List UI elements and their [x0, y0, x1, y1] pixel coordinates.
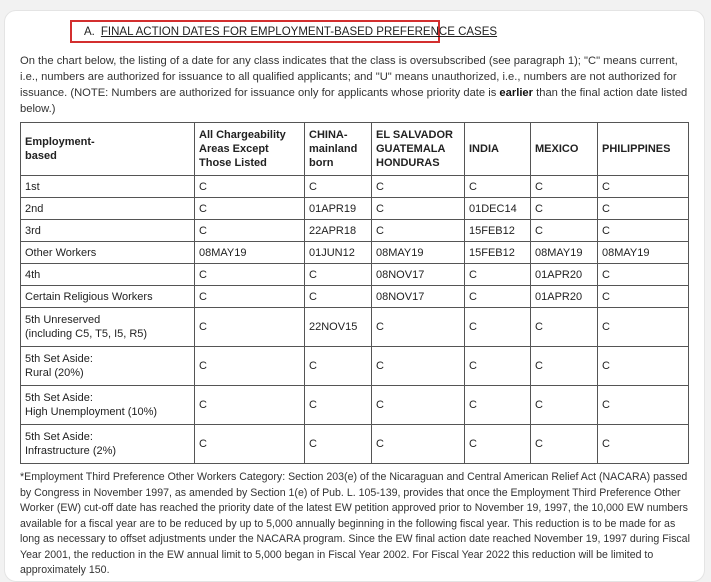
table-cell: C: [372, 308, 465, 347]
table-cell: C: [598, 308, 689, 347]
table-cell: C: [195, 386, 305, 425]
table-cell: C: [305, 264, 372, 286]
table-cell: C: [305, 386, 372, 425]
table-cell: C: [305, 286, 372, 308]
column-header: [372, 123, 465, 176]
row-label: [21, 264, 195, 286]
row-label: [21, 386, 195, 425]
table-row: [21, 198, 689, 220]
intro-emphasis: earlier: [499, 87, 534, 99]
table-row: [21, 386, 689, 425]
table-cell: C: [598, 198, 689, 220]
table-cell: C: [531, 308, 598, 347]
column-header-line: mainland: [309, 143, 358, 155]
column-header-line: HONDURAS: [376, 157, 440, 169]
row-label-line: 5th Set Aside:: [25, 392, 93, 404]
intro-text-start: On the chart below, the listing of a date for any class indicates that the class is oversubscribed (see paragraph 1); "C" means current, i.e., numbers are authorized for issuance to all qualified applicants; and "U" means unauthorized, i.e., numbers are not authorized for issuance. (NOTE: Numbers are authorized for issuance only for applicants whose priority date is: [20, 55, 678, 99]
row-label: [21, 308, 195, 347]
table-cell: 01DEC14: [465, 198, 531, 220]
table-cell: C: [598, 347, 689, 386]
table-cell: C: [195, 308, 305, 347]
column-header-line: Areas Except: [199, 143, 269, 155]
table-cell: C: [195, 176, 305, 198]
table-cell: 22APR18: [305, 220, 372, 242]
column-header: [531, 123, 598, 176]
table-row: [21, 242, 689, 264]
column-header-line: INDIA: [469, 143, 499, 155]
table-row: [21, 286, 689, 308]
table-cell: 15FEB12: [465, 242, 531, 264]
final-action-dates-table: [20, 122, 689, 464]
row-label-line: High Unemployment (10%): [25, 406, 158, 418]
column-header-line: CHINA-: [309, 129, 348, 141]
table-cell: C: [465, 347, 531, 386]
column-header: [598, 123, 689, 176]
row-label: [21, 286, 195, 308]
table-cell: C: [305, 176, 372, 198]
table-row: [21, 264, 689, 286]
table-row: [21, 347, 689, 386]
table-row: [21, 220, 689, 242]
table-cell: C: [195, 347, 305, 386]
table-cell: C: [372, 198, 465, 220]
row-label-line: Other Workers: [25, 246, 97, 259]
row-label-line: 5th Set Aside:: [25, 431, 93, 443]
section-prefix: A.: [84, 25, 95, 38]
column-header: [195, 123, 305, 176]
table-cell: C: [195, 220, 305, 242]
row-label: [21, 198, 195, 220]
row-label-line: 5th Unreserved: [25, 314, 101, 326]
table-cell: C: [195, 264, 305, 286]
column-header: [21, 123, 195, 176]
table-cell: 01APR20: [531, 286, 598, 308]
table-cell: C: [531, 347, 598, 386]
table-cell: C: [372, 386, 465, 425]
table-cell: C: [465, 425, 531, 464]
table-cell: 08NOV17: [372, 286, 465, 308]
column-header-line: Those Listed: [199, 157, 267, 169]
row-label-line: 5th Set Aside:: [25, 353, 93, 365]
column-header-line: Employment-: [25, 136, 95, 148]
row-label-line: Certain Religious Workers: [25, 290, 153, 303]
table-cell: C: [598, 286, 689, 308]
table-cell: 01JUN12: [305, 242, 372, 264]
table-cell: C: [598, 425, 689, 464]
column-header: [465, 123, 531, 176]
table-cell: 15FEB12: [465, 220, 531, 242]
table-cell: C: [598, 176, 689, 198]
row-label: [21, 176, 195, 198]
column-header-line: EL SALVADOR: [376, 129, 454, 141]
column-header-line: GUATEMALA: [376, 143, 446, 155]
row-label-line: 3rd: [25, 224, 41, 237]
table-cell: 08MAY19: [531, 242, 598, 264]
row-label-line: (including C5, T5, I5, R5): [25, 328, 148, 340]
table-cell: C: [531, 425, 598, 464]
table-cell: 08NOV17: [372, 264, 465, 286]
column-header-line: MEXICO: [535, 143, 579, 155]
content-card: [4, 10, 705, 582]
column-header-line: All Chargeability: [199, 129, 286, 141]
column-header-line: PHILIPPINES: [602, 143, 671, 155]
section-title: FINAL ACTION DATES FOR EMPLOYMENT-BASED PREFERENCE CASES: [100, 25, 498, 38]
table-cell: C: [465, 176, 531, 198]
table-header-row: [21, 123, 689, 176]
intro-paragraph: [20, 53, 696, 117]
table-cell: C: [531, 198, 598, 220]
section-heading: [70, 20, 498, 43]
table-cell: 01APR20: [531, 264, 598, 286]
table-cell: C: [305, 425, 372, 464]
table-cell: C: [598, 386, 689, 425]
table-cell: 08MAY19: [598, 242, 689, 264]
row-label-line: Rural (20%): [25, 367, 84, 379]
row-label-line: 2nd: [25, 202, 44, 215]
table-row: [21, 176, 689, 198]
table-cell: C: [195, 425, 305, 464]
table-cell: C: [372, 220, 465, 242]
table-cell: C: [531, 176, 598, 198]
intro-text-end: than the final action date listed below.): [20, 87, 688, 115]
row-label: [21, 220, 195, 242]
row-label-line: 1st: [25, 180, 40, 193]
table-cell: C: [305, 347, 372, 386]
row-label-line: 4th: [25, 268, 41, 281]
table-cell: C: [598, 264, 689, 286]
table-cell: C: [372, 176, 465, 198]
table-cell: C: [531, 386, 598, 425]
table-row: [21, 425, 689, 464]
table-cell: C: [372, 425, 465, 464]
column-header-line: based: [25, 150, 57, 162]
table-row: [21, 308, 689, 347]
table-cell: C: [372, 347, 465, 386]
table-cell: C: [465, 264, 531, 286]
column-header: [305, 123, 372, 176]
table-cell: C: [465, 386, 531, 425]
table-cell: C: [598, 220, 689, 242]
table-cell: C: [465, 308, 531, 347]
row-label: [21, 242, 195, 264]
table-cell: 01APR19: [305, 198, 372, 220]
table-cell: 08MAY19: [195, 242, 305, 264]
table-cell: C: [195, 286, 305, 308]
table-cell: 08MAY19: [372, 242, 465, 264]
table-cell: C: [195, 198, 305, 220]
table-body: [21, 176, 689, 464]
row-label-line: Infrastructure (2%): [25, 445, 117, 457]
footnote: *Employment Third Preference Other Workers Category: Section 203(e) of the Nicaraguan and Central American Relief Act (NACARA) passed by Congress in November 1997, as amended by Section 1(e) of Pub. L. 105-139, provides that once the Employment Third Preference Other Worker (EW) cut-off date has reached the priority date of the latest EW petition approved prior to November 19, 1997, the 10,000 EW numbers available for a fiscal year are to be reduced by up to 5,000 annually beginning in the following fiscal year. This reduction is to be made for as long as necessary to offset adjustments under the NACARA program. Since the EW final action date reached November 19, 1997 during Fiscal Year 2001, the reduction in the EW annual limit to 5,000 began in Fiscal Year 2002. For Fiscal Year 2022 this reduction will be limited to approximately 150.: [20, 471, 690, 576]
column-header-line: born: [309, 157, 334, 169]
table-cell: C: [465, 286, 531, 308]
table-cell: 22NOV15: [305, 308, 372, 347]
row-label: [21, 347, 195, 386]
row-label: [21, 425, 195, 464]
table-cell: C: [531, 220, 598, 242]
